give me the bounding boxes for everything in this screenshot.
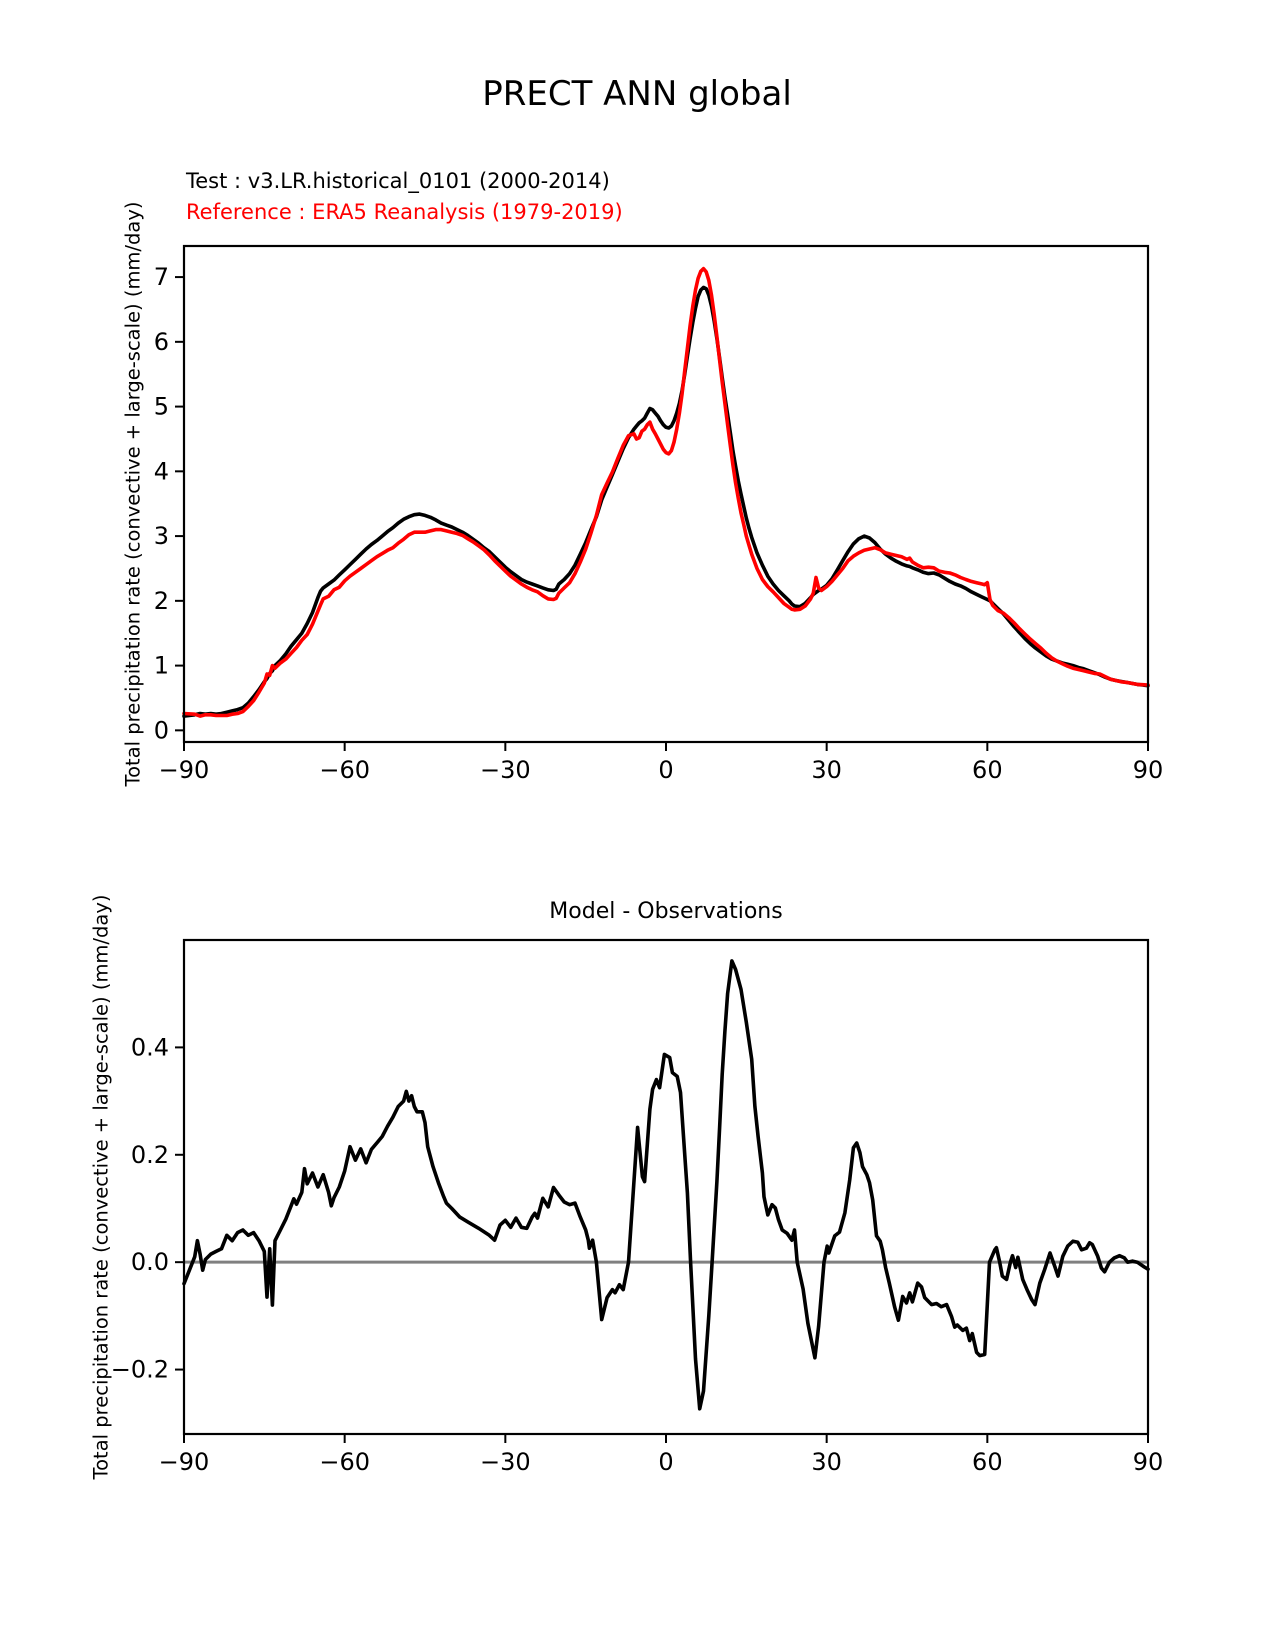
reference-series-line (184, 269, 1148, 716)
y-tick-label: 2 (153, 586, 169, 615)
y-tick-label: −0.2 (110, 1355, 169, 1384)
x-tick-label: 90 (1132, 1448, 1164, 1476)
x-tick-label: 60 (972, 1448, 1003, 1476)
y-tick-label: 7 (153, 263, 169, 292)
top-plot (154, 246, 1164, 784)
top-plot-y-axis-label: Total precipitation rate (convective + large-scale) (mm/day) (121, 201, 145, 787)
y-tick-label: 1 (153, 651, 169, 680)
bottom-plot-y-axis-label: Total precipitation rate (convective + large-scale) (mm/day) (89, 894, 113, 1480)
x-tick-label: 60 (972, 756, 1003, 784)
x-tick-label: −90 (158, 756, 210, 784)
y-tick-label: 0 (153, 716, 169, 745)
y-tick-label: 5 (153, 392, 169, 421)
difference-series-line (184, 961, 1148, 1409)
x-tick-label: 0 (658, 1448, 674, 1476)
axes-spines (184, 246, 1148, 742)
figure-title: PRECT ANN global (482, 74, 792, 114)
y-tick-label: 0.2 (130, 1140, 169, 1169)
x-tick-label: −60 (319, 1448, 370, 1476)
bottom-plot (111, 940, 1164, 1476)
y-tick-label: 3 (153, 522, 169, 551)
x-tick-label: 0 (658, 756, 674, 784)
y-tick-label: 6 (153, 327, 169, 356)
x-tick-label: 90 (1132, 756, 1164, 784)
x-tick-label: −30 (480, 756, 531, 784)
x-tick-label: −90 (158, 1448, 210, 1476)
test-series-line (184, 287, 1148, 716)
y-tick-label: 4 (153, 457, 169, 486)
x-tick-label: −60 (319, 756, 370, 784)
x-tick-label: 30 (811, 1448, 842, 1476)
legend-reference-label: Reference : ERA5 Reanalysis (1979-2019) (186, 200, 623, 224)
legend-test-label: Test : v3.LR.historical_0101 (2000-2014) (186, 169, 610, 193)
x-tick-label: 30 (811, 756, 842, 784)
x-tick-label: −30 (480, 1448, 531, 1476)
y-tick-label: 0.4 (130, 1033, 169, 1062)
y-tick-label: 0.0 (130, 1248, 169, 1277)
bottom-plot-title: Model - Observations (549, 899, 783, 924)
